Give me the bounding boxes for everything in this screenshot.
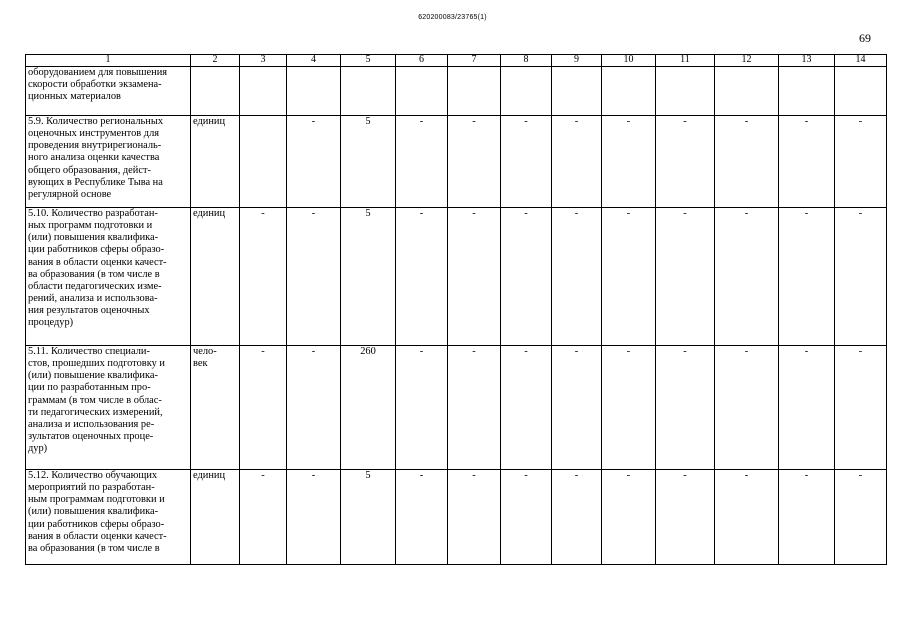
value-cell: - (835, 346, 887, 470)
document-code: 620200083/23765(1) (418, 14, 487, 21)
value-cell: - (656, 208, 715, 346)
value-cell: - (287, 470, 341, 565)
value-cell: - (779, 116, 835, 208)
value-cell: - (448, 470, 501, 565)
column-header: 9 (552, 55, 602, 67)
value-cell: - (779, 208, 835, 346)
value-cell (715, 67, 779, 116)
table-row (26, 470, 887, 565)
value-cell: - (448, 208, 501, 346)
value-cell: 260 (341, 346, 396, 470)
value-cell: - (552, 208, 602, 346)
value-cell: - (779, 346, 835, 470)
page-number: 69 (859, 31, 871, 45)
value-cell: 5 (341, 470, 396, 565)
value-cell: - (715, 470, 779, 565)
value-cell: - (602, 470, 656, 565)
indicator-name-cell: оборудованием для повышения скорости обработки экзамена- ционных материалов (26, 67, 191, 116)
table-header-row (26, 55, 887, 67)
value-cell: - (448, 346, 501, 470)
value-cell (656, 67, 715, 116)
value-cell (501, 67, 552, 116)
value-cell: - (396, 208, 448, 346)
value-cell: 5 (341, 116, 396, 208)
value-cell: - (287, 208, 341, 346)
value-cell (835, 67, 887, 116)
column-header: 13 (779, 55, 835, 67)
value-cell: 5 (341, 208, 396, 346)
value-cell: - (501, 116, 552, 208)
value-cell: - (715, 346, 779, 470)
indicator-name-cell: 5.9. Количество региональных оценочных инструментов для проведения внутрирегиональ- ного анализа оценки качества общего образования, дейст- вующих в Республике Тыва на регулярной основе (26, 116, 191, 208)
value-cell: - (552, 116, 602, 208)
unit-cell: единиц (191, 116, 240, 208)
value-cell: - (552, 470, 602, 565)
value-cell: - (287, 116, 341, 208)
table-row (26, 67, 887, 116)
value-cell (341, 67, 396, 116)
value-cell: - (501, 208, 552, 346)
value-cell: - (396, 116, 448, 208)
column-header: 11 (656, 55, 715, 67)
unit-cell: единиц (191, 208, 240, 346)
unit-cell: чело- век (191, 346, 240, 470)
column-header: 6 (396, 55, 448, 67)
value-cell (240, 67, 287, 116)
value-cell (779, 67, 835, 116)
value-cell: - (396, 346, 448, 470)
column-header: 14 (835, 55, 887, 67)
value-cell: - (656, 116, 715, 208)
column-header: 2 (191, 55, 240, 67)
value-cell: - (240, 346, 287, 470)
column-header: 10 (602, 55, 656, 67)
table-row (26, 346, 887, 470)
value-cell: - (240, 470, 287, 565)
value-cell: - (835, 116, 887, 208)
table-row (26, 208, 887, 346)
value-cell: - (602, 208, 656, 346)
value-cell: - (448, 116, 501, 208)
indicator-name-cell: 5.11. Количество специали- стов, прошедших подготовку и (или) повышение квалифика- ции по разработанным про- граммам (в том числе в облас- ти педагогических измерений, анализа и использования ре- зультатов оценочных проце- дур) (26, 346, 191, 470)
value-cell: - (287, 346, 341, 470)
unit-cell: единиц (191, 470, 240, 565)
value-cell: - (835, 470, 887, 565)
data-table (25, 54, 887, 565)
table-row (26, 116, 887, 208)
value-cell: - (552, 346, 602, 470)
column-header: 5 (341, 55, 396, 67)
unit-cell (191, 67, 240, 116)
value-cell: - (396, 470, 448, 565)
value-cell: - (602, 116, 656, 208)
value-cell (552, 67, 602, 116)
column-header: 12 (715, 55, 779, 67)
value-cell (448, 67, 501, 116)
value-cell: - (501, 470, 552, 565)
value-cell: - (240, 208, 287, 346)
value-cell (287, 67, 341, 116)
indicator-name-cell: 5.10. Количество разработан- ных программ подготовки и (или) повышения квалифика- ции работников сферы образо- вания в области оценки качест- ва образования (в том числе в области педагогических изме- рений, анализа и использова- ния результатов оценочных процедур) (26, 208, 191, 346)
column-header: 8 (501, 55, 552, 67)
value-cell: - (656, 346, 715, 470)
value-cell (396, 67, 448, 116)
value-cell: - (715, 116, 779, 208)
value-cell (602, 67, 656, 116)
value-cell: - (835, 208, 887, 346)
value-cell: - (501, 346, 552, 470)
value-cell: - (715, 208, 779, 346)
value-cell: - (602, 346, 656, 470)
column-header: 1 (26, 55, 191, 67)
column-header: 3 (240, 55, 287, 67)
value-cell: - (779, 470, 835, 565)
value-cell: - (656, 470, 715, 565)
column-header: 4 (287, 55, 341, 67)
value-cell (240, 116, 287, 208)
indicator-name-cell: 5.12. Количество обучающих мероприятий по разработан- ным программам подготовки и (или) повышения квалифика- ции работников сферы образо- вания в области оценки качест- ва образования (в том числе в (26, 470, 191, 565)
column-header: 7 (448, 55, 501, 67)
